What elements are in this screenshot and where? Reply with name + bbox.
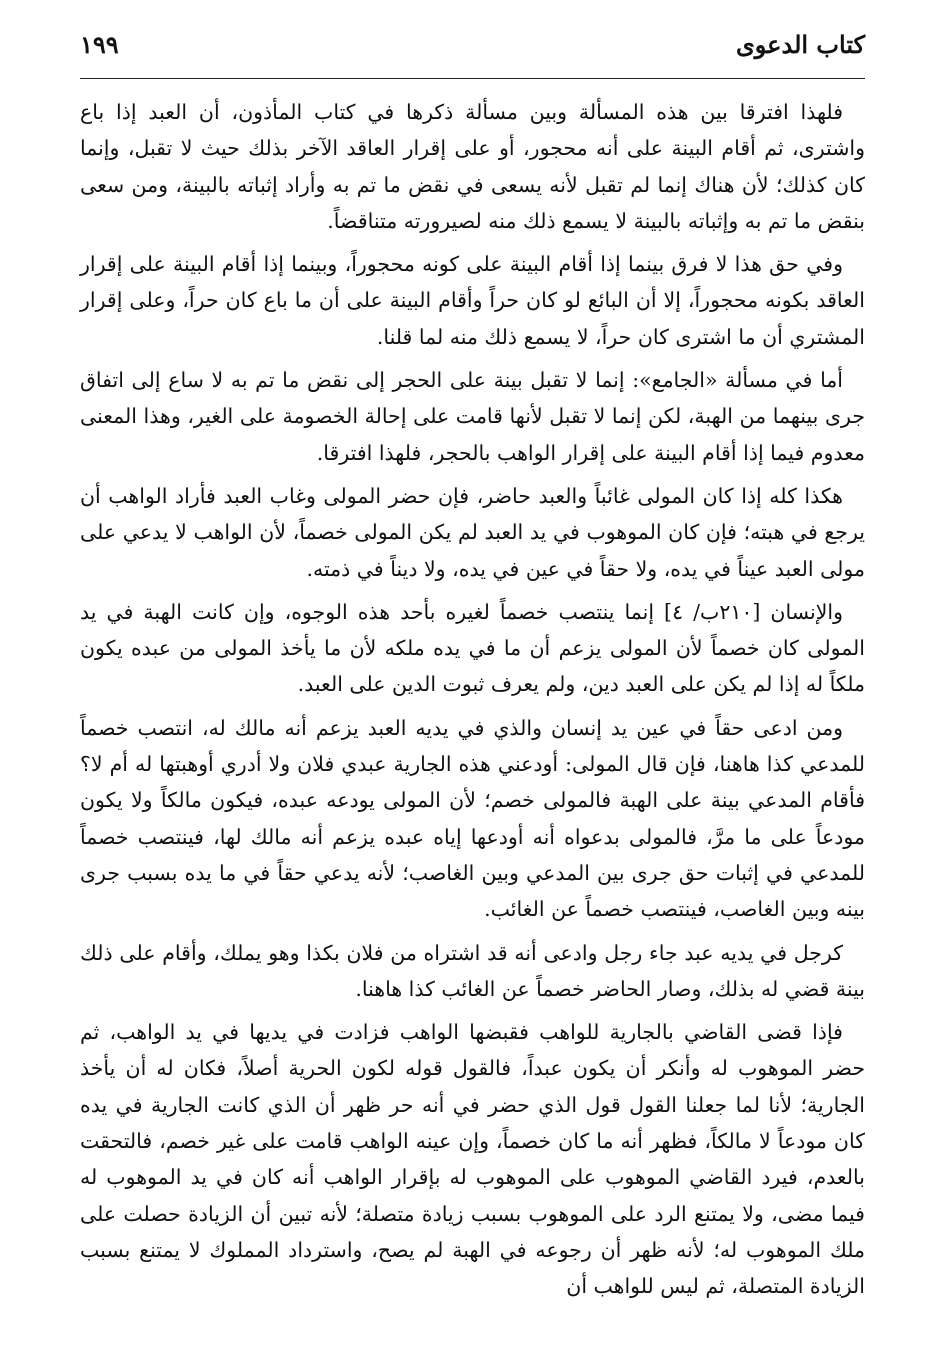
paragraph-6: ومن ادعى حقاً في عين يد إنسان والذي في يديه العبد يزعم أنه مالك له، انتصب خصماً للمدعي كذا هاهنا، فإن قال المولى: أودعني هذه الجارية عبدي فلان ولا أدري أوهبتها له أم لا؟ فأقام المدعي بينة على الهبة فالمولى خصم؛ لأن المولى يودعه عبده، فيكون مالكاً ولا يكون مودعاً على ما مرَّ، فالمولى بدعواه أنه أودعها إياه عبده يزعم أنه مالك لها، فينتصب خصماً للمدعي في إثبات حق جرى بين المدعي وبين الغاصب؛ لأنه يدعي حقاً في ما يده بسبب جرى بينه وبين الغاصب، فينتصب خصماً عن الغائب. <box>80 715 865 922</box>
paragraph-2: وفي حق هذا لا فرق بينما إذا أقام البينة على كونه محجوراً، وبينما إذا أقام البينة على إقرار العاقد بكونه محجوراً، إلا أن البائع لو كان حراً وأقام البينة على أن ما باع كان حراً، وعلى إقرار المشتري أن ما اشترى كان حراً، لا يسمع ذلك منه لما قلنا. <box>80 252 865 349</box>
paragraph-8: فإذا قضى القاضي بالجارية للواهب فقبضها الواهب فزادت في يديها في يد الواهب، ثم حضر الموهوب له وأنكر أن يكون عبداً، فالقول قوله لكون الحرية أصلاً، فكان له أن يأخذ الجارية؛ لأنا لما جعلنا القول قول الذي حضر في أنه حر ظهر أن الذي كانت الجارية في يده كان مودعاً لا مالكاً، فظهر أنه ما كان خصماً، وإن عينه الواهب قامت على غير خصم، فالتحقت بالعدم، فيرد القاضي الموهوب على الموهوب له بإقرار الواهب أنه كان في يد الموهوب له فيما مضى، ولا يمتنع الرد على الموهوب بسبب زيادة متصلة؛ لأنه تبين أن الزيادة حصلت على ملك الموهوب له؛ لأنه ظهر أن رجوعه في الهبة لم يصح، واسترداد المملوك لا يمتنع بسبب الزيادة المتصلة، ثم ليس للواهب أن <box>80 1020 865 1299</box>
paragraph-5: والإنسان [٢١٠ب/ ٤] إنما ينتصب خصماً لغيره بأحد هذه الوجوه، وإن كانت الهبة في يد المولى كان خصماً لأن المولى يزعم أن ما في يده ملكه لأن ما يأخذ المولى من عبده يكون ملكاً له إذا لم يكن على العبد دين، ولم يعرف ثبوت الدين على العبد. <box>80 599 865 697</box>
paragraph-3: أما في مسألة «الجامع»: إنما لا تقبل بينة على الحجر إلى نقض ما تم به لا ساع إلى اتفاق جرى بينهما من الهبة، لكن إنما لا تقبل لأنها قامت على إحالة الخصومة على الغير، وهذا المعنى معدوم فيما إذا أقام البينة على إقرار الواهب بالحجر، فلهذا افترقا. <box>80 368 865 465</box>
paragraph-4: هكذا كله إذا كان المولى غائباً والعبد حاضر، فإن حضر المولى وغاب العبد فأراد الواهب أن يرجع في هبته؛ فإن كان الموهوب في يد العبد لم يكن المولى خصماً، لأن الواهب لا يدعي على مولى العبد عيناً في يده، ولا حقاً في عين في يده، ولا ديناً في ذمته. <box>80 483 865 581</box>
running-header <box>80 0 865 79</box>
book-title: كتاب الدعوى <box>735 30 865 59</box>
paragraph-1: فلهذا افترقا بين هذه المسألة وبين مسألة ذكرها في كتاب المأذون، أن العبد إذا باع واشترى، ثم أقام البينة على أنه محجور، أو على إقرار العاقد الآخر بذلك حيث لا تقبل، وإنما كان كذلك؛ لأن هناك إنما لم تقبل لأنه يسعى في نقض ما تم به وأراد إثباته بالبينة، ومن سعى بنقض ما تم به وإثباته بالبينة لا يسمع ذلك منه لصيرورته متناقضاً. <box>80 100 865 233</box>
paragraph-7: كرجل في يديه عبد جاء رجل وادعى أنه قد اشتراه من فلان بكذا وهو يملك، وأقام على ذلك بينة قضي له بذلك، وصار الحاضر خصماً عن الغائب كذا هاهنا. <box>80 940 865 1001</box>
page-number: ١٩٩ <box>80 30 119 59</box>
body-text <box>80 94 865 1305</box>
